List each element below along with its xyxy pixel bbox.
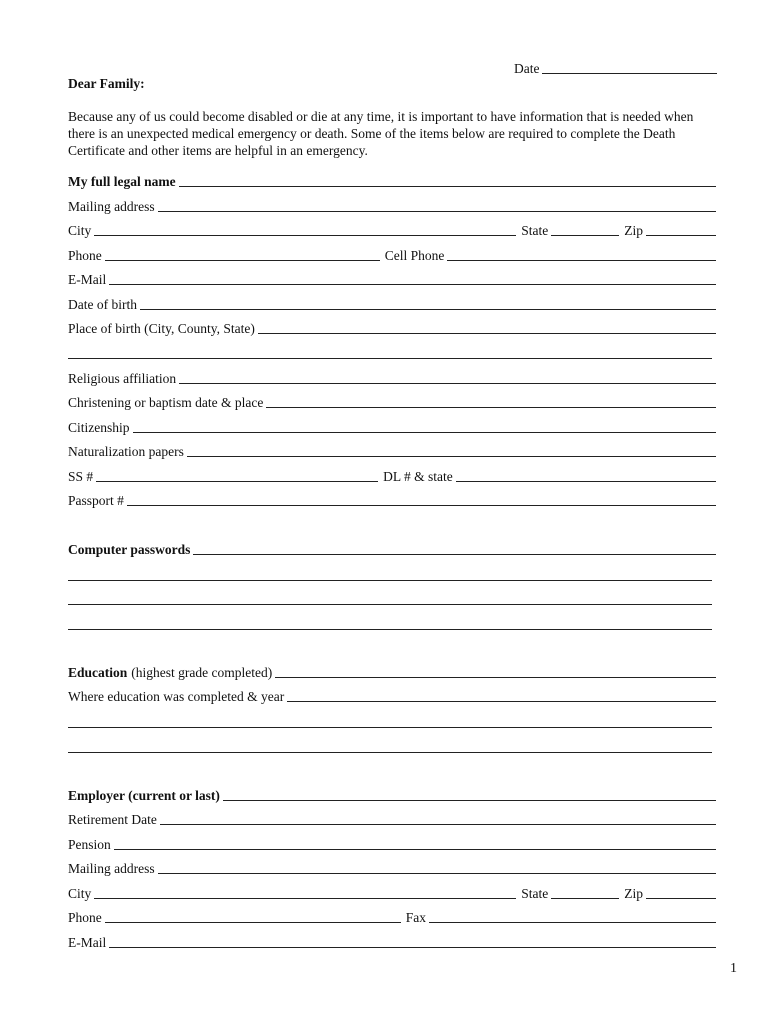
employer-mailing-address-line[interactable] bbox=[158, 873, 716, 874]
pension-label: Pension bbox=[68, 837, 111, 852]
education-label-suffix: (highest grade completed) bbox=[131, 665, 273, 680]
state-label: State bbox=[521, 223, 549, 238]
mailing-address-label: Mailing address bbox=[68, 199, 155, 214]
pension-line[interactable] bbox=[114, 849, 716, 850]
greeting: Dear Family: bbox=[68, 76, 145, 91]
place-of-birth-label: Place of birth (City, County, State) bbox=[68, 321, 255, 336]
phone-line[interactable] bbox=[105, 260, 380, 261]
religious-affiliation-row bbox=[68, 370, 716, 387]
employer-zip-label: Zip bbox=[624, 886, 643, 901]
email-line[interactable] bbox=[109, 284, 716, 285]
employer-email-row bbox=[68, 934, 716, 951]
employer-city-label: City bbox=[68, 886, 92, 901]
state-line[interactable] bbox=[551, 235, 619, 236]
education-where-row bbox=[68, 688, 716, 705]
city-state-zip-row bbox=[68, 222, 716, 239]
full-legal-name-row bbox=[68, 173, 716, 190]
full-legal-name-label: My full legal name bbox=[68, 174, 176, 189]
employer-phone-fax-row bbox=[68, 909, 716, 926]
naturalization-line[interactable] bbox=[187, 456, 716, 457]
mailing-address-line[interactable] bbox=[158, 211, 716, 212]
computer-passwords-extra-line[interactable] bbox=[68, 629, 712, 630]
naturalization-row bbox=[68, 443, 716, 460]
education-extra-line[interactable] bbox=[68, 727, 712, 728]
christening-row bbox=[68, 394, 716, 411]
phone-row bbox=[68, 247, 716, 264]
passport-line[interactable] bbox=[127, 505, 716, 506]
education-line[interactable] bbox=[275, 677, 716, 678]
christening-label: Christening or baptism date & place bbox=[68, 395, 264, 410]
citizenship-label: Citizenship bbox=[68, 420, 130, 435]
employer-state-label: State bbox=[521, 886, 549, 901]
date-of-birth-line[interactable] bbox=[140, 309, 716, 310]
computer-passwords-label: Computer passwords bbox=[68, 542, 191, 557]
passport-label: Passport # bbox=[68, 493, 124, 508]
naturalization-label: Naturalization papers bbox=[68, 444, 184, 459]
education-label: Education bbox=[68, 665, 128, 680]
education-extra-line[interactable] bbox=[68, 752, 712, 753]
citizenship-line[interactable] bbox=[133, 432, 717, 433]
ss-dl-row bbox=[68, 468, 716, 485]
education-where-label: Where education was completed & year bbox=[68, 689, 285, 704]
employer-row bbox=[68, 787, 716, 804]
phone-label: Phone bbox=[68, 248, 102, 263]
date-label: Date bbox=[514, 61, 540, 76]
date-of-birth-row bbox=[68, 296, 716, 313]
christening-line[interactable] bbox=[266, 407, 716, 408]
employer-phone-line[interactable] bbox=[105, 922, 401, 923]
pension-row bbox=[68, 836, 716, 853]
passport-row bbox=[68, 492, 716, 509]
page-number: 1 bbox=[730, 961, 737, 976]
employer-mailing-address-row bbox=[68, 860, 716, 877]
retirement-date-row bbox=[68, 811, 716, 828]
religious-affiliation-line[interactable] bbox=[179, 383, 716, 384]
retirement-date-line[interactable] bbox=[160, 824, 716, 825]
city-line[interactable] bbox=[94, 235, 516, 236]
full-legal-name-line[interactable] bbox=[179, 186, 716, 187]
zip-line[interactable] bbox=[646, 235, 716, 236]
dl-line[interactable] bbox=[456, 481, 716, 482]
employer-email-line[interactable] bbox=[109, 947, 716, 948]
city-label: City bbox=[68, 223, 92, 238]
mailing-address-row bbox=[68, 198, 716, 215]
place-of-birth-line[interactable] bbox=[258, 333, 716, 334]
retirement-date-label: Retirement Date bbox=[68, 812, 157, 827]
ss-label: SS # bbox=[68, 469, 94, 484]
date-input-line[interactable] bbox=[542, 73, 717, 74]
computer-passwords-line[interactable] bbox=[193, 554, 716, 555]
dl-label: DL # & state bbox=[383, 469, 453, 484]
employer-zip-line[interactable] bbox=[646, 898, 716, 899]
employer-fax-label: Fax bbox=[405, 910, 426, 925]
religious-affiliation-label: Religious affiliation bbox=[68, 371, 177, 386]
date-field-row bbox=[514, 60, 717, 77]
employer-fax-line[interactable] bbox=[429, 922, 716, 923]
employer-city-line[interactable] bbox=[94, 898, 516, 899]
email-label: E-Mail bbox=[68, 272, 107, 287]
computer-passwords-extra-line[interactable] bbox=[68, 580, 712, 581]
employer-state-line[interactable] bbox=[551, 898, 619, 899]
computer-passwords-extra-line[interactable] bbox=[68, 604, 712, 605]
employer-mailing-address-label: Mailing address bbox=[68, 861, 155, 876]
date-of-birth-label: Date of birth bbox=[68, 297, 137, 312]
education-where-line[interactable] bbox=[287, 701, 716, 702]
zip-label: Zip bbox=[624, 223, 643, 238]
employer-label: Employer (current or last) bbox=[68, 788, 220, 803]
ss-line[interactable] bbox=[96, 481, 378, 482]
computer-passwords-row bbox=[68, 541, 716, 558]
place-of-birth-row bbox=[68, 320, 716, 337]
employer-email-label: E-Mail bbox=[68, 935, 107, 950]
employer-line[interactable] bbox=[223, 800, 716, 801]
education-row bbox=[68, 664, 716, 681]
employer-phone-label: Phone bbox=[68, 910, 102, 925]
cell-phone-label: Cell Phone bbox=[384, 248, 445, 263]
place-of-birth-extra-line[interactable] bbox=[68, 358, 712, 359]
email-row bbox=[68, 271, 716, 288]
intro-paragraph: Because any of us could become disabled or die at any time, it is important to have information that is needed when there is an unexpected medical emergency or death. Some of the items below are required to complete the Death Certificate and other items are helpful in an emergency. bbox=[68, 109, 694, 158]
cell-phone-line[interactable] bbox=[447, 260, 716, 261]
employer-city-state-zip-row bbox=[68, 885, 716, 902]
citizenship-row bbox=[68, 419, 716, 436]
